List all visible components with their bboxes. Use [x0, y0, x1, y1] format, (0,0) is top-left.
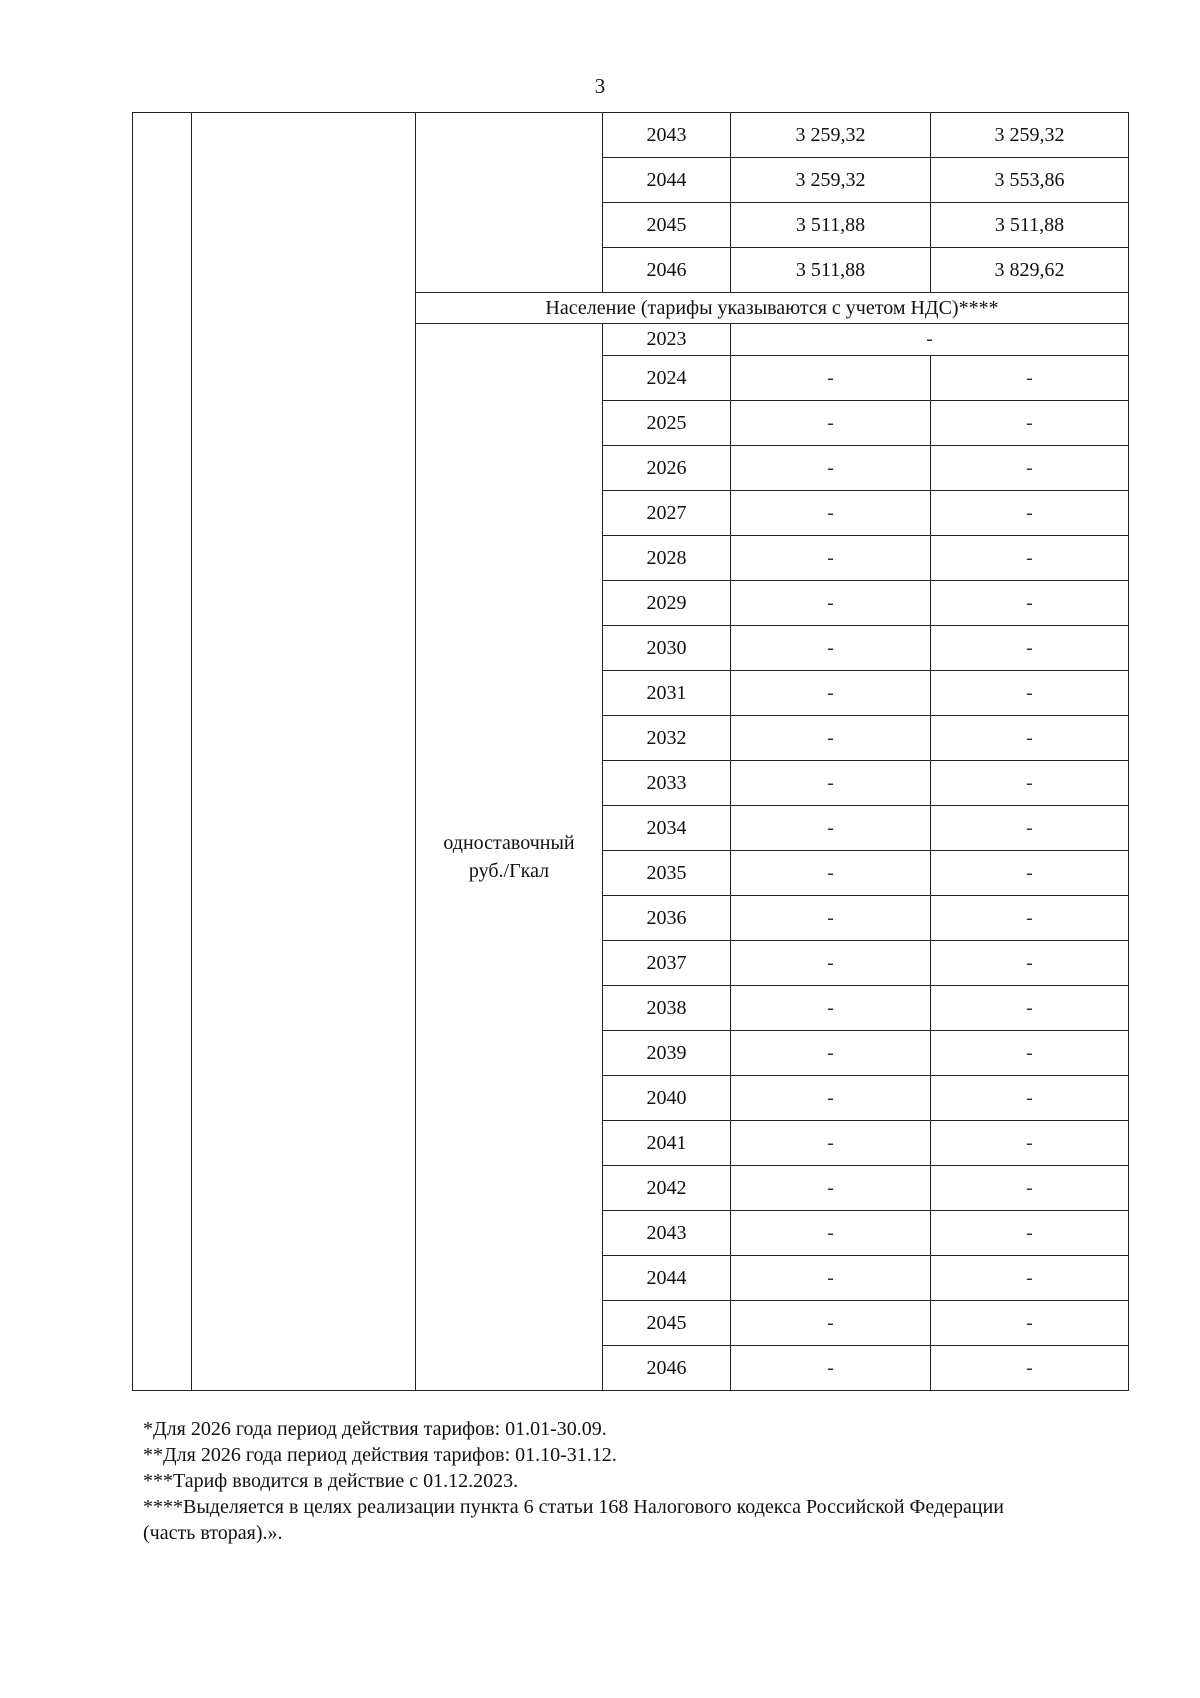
tariff-value-cell: - [931, 671, 1129, 716]
tariff-value-cell: - [731, 1211, 931, 1256]
tariff-value-cell: - [731, 896, 931, 941]
tariff-value-cell: - [931, 401, 1129, 446]
tariff-value-cell: - [731, 491, 931, 536]
tariff-value-cell: - [731, 356, 931, 401]
year-cell: 2030 [603, 626, 731, 671]
tariff-value-cell: - [931, 896, 1129, 941]
year-cell: 2027 [603, 491, 731, 536]
tariff-value-cell: - [931, 761, 1129, 806]
tariff-value-cell: - [931, 446, 1129, 491]
tariff-value-cell: - [731, 1301, 931, 1346]
year-cell: 2033 [603, 761, 731, 806]
year-cell: 2045 [603, 1301, 731, 1346]
tariff-value-cell: 3 553,86 [931, 158, 1129, 203]
tariff-unit-label: руб./Гкал [468, 860, 550, 882]
tariff-value-cell: 3 829,62 [931, 248, 1129, 293]
tariff-value-cell: - [731, 446, 931, 491]
year-cell: 2040 [603, 1076, 731, 1121]
tariff-value-cell: - [731, 986, 931, 1031]
year-cell: 2029 [603, 581, 731, 626]
footnote: *Для 2026 года период действия тарифов: 01.01-30.09. [143, 1418, 607, 1440]
year-cell: 2044 [603, 158, 731, 203]
footnote: (часть вторая).». [143, 1522, 283, 1544]
tariff-value-cell: - [731, 671, 931, 716]
tariff-value-cell: - [731, 851, 931, 896]
tariff-value-cell: - [731, 1031, 931, 1076]
tariff-value-cell: - [931, 986, 1129, 1031]
tariff-value-cell: - [731, 806, 931, 851]
tariff-value-cell: - [731, 1256, 931, 1301]
tariff-value-cell: - [931, 716, 1129, 761]
year-cell: 2036 [603, 896, 731, 941]
footnotes [143, 1416, 1128, 1546]
tariff-value-cell: - [931, 1166, 1129, 1211]
tariff-value-cell: - [931, 851, 1129, 896]
tariff-type-cell [416, 113, 603, 293]
tariff-value-cell: - [731, 536, 931, 581]
year-cell: 2039 [603, 1031, 731, 1076]
year-cell: 2031 [603, 671, 731, 716]
year-cell: 2028 [603, 536, 731, 581]
year-cell: 2042 [603, 1166, 731, 1211]
year-cell: 2043 [603, 1211, 731, 1256]
tariff-value-cell: - [931, 626, 1129, 671]
year-cell: 2035 [603, 851, 731, 896]
year-cell: 2046 [603, 1346, 731, 1391]
tariff-value-cell: - [731, 1166, 931, 1211]
year-cell: 2024 [603, 356, 731, 401]
page-number: 3 [594, 74, 606, 98]
tariff-value-cell: - [931, 356, 1129, 401]
tariff-value-cell: - [731, 1346, 931, 1391]
tariff-value-cell: 3 511,88 [731, 248, 931, 293]
year-cell: 2041 [603, 1121, 731, 1166]
tariff-value-cell: - [731, 626, 931, 671]
year-cell: 2026 [603, 446, 731, 491]
tariff-value-cell: - [731, 1121, 931, 1166]
footnote: **Для 2026 года период действия тарифов: 01.10-31.12. [143, 1444, 617, 1466]
tariff-value-cell: 3 511,88 [931, 203, 1129, 248]
tariff-value-cell: 3 259,32 [731, 113, 931, 158]
organization-cell [192, 113, 416, 1391]
tariff-value-cell: - [731, 716, 931, 761]
number-cell [133, 113, 192, 1391]
table-row [133, 113, 1129, 158]
tariff-value-cell: - [931, 1301, 1129, 1346]
tariff-value-cell: 3 259,32 [931, 113, 1129, 158]
tariff-value-cell: - [731, 324, 1129, 356]
year-cell: 2046 [603, 248, 731, 293]
tariff-value-cell: - [731, 581, 931, 626]
year-cell: 2037 [603, 941, 731, 986]
year-cell: 2043 [603, 113, 731, 158]
tariff-value-cell: - [931, 1031, 1129, 1076]
year-cell: 2025 [603, 401, 731, 446]
section-header: Население (тарифы указываются с учетом НДС)**** [416, 293, 1129, 324]
tariff-value-cell: - [731, 401, 931, 446]
tariff-value-cell: - [931, 941, 1129, 986]
tariff-unit-cell [416, 324, 603, 1391]
tariff-value-cell: - [931, 1346, 1129, 1391]
tariff-value-cell: 3 259,32 [731, 158, 931, 203]
footnote: ***Тариф вводится в действие с 01.12.2023. [143, 1470, 519, 1492]
year-cell: 2045 [603, 203, 731, 248]
year-cell: 2032 [603, 716, 731, 761]
footnote: ****Выделяется в целях реализации пункта 6 статьи 168 Налогового кодекса Российской Федерации [143, 1496, 1005, 1518]
year-cell: 2044 [603, 1256, 731, 1301]
tariff-value-cell: - [931, 806, 1129, 851]
tariff-value-cell: - [731, 941, 931, 986]
year-cell: 2034 [603, 806, 731, 851]
tariff-value-cell: - [731, 761, 931, 806]
tariff-value-cell: 3 511,88 [731, 203, 931, 248]
tariff-table [132, 112, 1129, 1391]
tariff-value-cell: - [931, 1256, 1129, 1301]
tariff-value-cell: - [931, 536, 1129, 581]
tariff-value-cell: - [931, 491, 1129, 536]
tariff-type-label: одноставочный [443, 832, 575, 854]
tariff-value-cell: - [931, 581, 1129, 626]
tariff-value-cell: - [931, 1076, 1129, 1121]
tariff-table-body [133, 113, 1129, 1391]
year-cell: 2023 [603, 324, 731, 356]
tariff-value-cell: - [931, 1211, 1129, 1256]
tariff-value-cell: - [931, 1121, 1129, 1166]
tariff-value-cell: - [731, 1076, 931, 1121]
year-cell: 2038 [603, 986, 731, 1031]
